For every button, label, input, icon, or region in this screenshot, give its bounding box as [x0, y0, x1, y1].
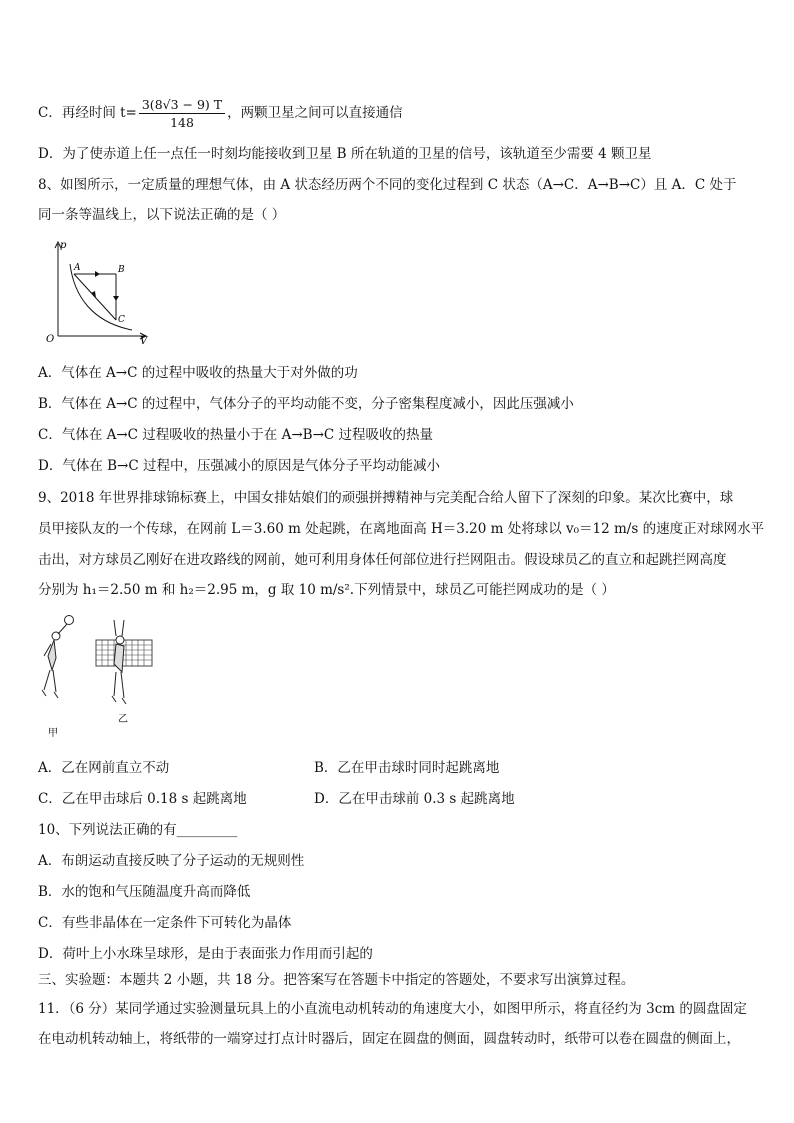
q8-stem-line-1: 8、如图所示，一定质量的理想气体，由 A 状态经历两个不同的变化过程到 C 状态（A→C．A→B→C）且 A．C 处于 — [38, 177, 737, 193]
q9-stem-line-2: 员甲接队友的一个传球，在网前 L＝3.60 m 处起跳，在离地面高 H＝3.20 m 处将球以 v₀＝12 m/s 的速度正对球网水平 — [38, 521, 765, 537]
q9-option-b: B．乙在甲击球时同时起跳离地 — [314, 760, 500, 776]
q9-stem-line-3: 击出，对方球员乙刚好在进攻路线的网前，她可利用身体任何部位进行拦网阻击。假设球员乙的直立和起跳拦网高度 — [38, 552, 727, 568]
player-yi — [112, 620, 126, 704]
arrow-a-b — [95, 271, 100, 277]
volleyball-net — [96, 640, 152, 666]
q7-c-fraction — [139, 96, 225, 131]
q7-c-denominator: 148 — [170, 115, 194, 130]
q8-option-c: C．气体在 A→C 过程吸收的热量小于在 A→B→C 过程吸收的热量 — [38, 427, 434, 443]
arrow-a-c — [91, 291, 96, 298]
q8-option-b: B．气体在 A→C 的过程中，气体分子的平均动能不变，分子密集程度减小，因此压强减小 — [38, 396, 574, 412]
q10-option-b: B．水的饱和气压随温度升高而降低 — [38, 884, 251, 900]
q7-c-suffix: ，两颗卫星之间可以直接通信 — [227, 105, 403, 121]
q9-option-d: D．乙在甲击球前 0.3 s 起跳离地 — [314, 791, 515, 807]
q8-option-d: D．气体在 B→C 过程中，压强减小的原因是气体分子平均动能减小 — [38, 458, 440, 474]
label-a: A — [74, 263, 81, 273]
q8-option-a: A．气体在 A→C 的过程中吸收的热量大于对外做的功 — [38, 365, 358, 381]
label-p: p — [60, 240, 67, 251]
q10-option-c: C．有些非晶体在一定条件下可转化为晶体 — [38, 915, 292, 931]
player-yi-head — [116, 636, 124, 644]
label-yi: 乙 — [118, 714, 128, 725]
q10-option-a: A．布朗运动直接反映了分子运动的无规则性 — [38, 853, 305, 869]
q9-option-c: C．乙在甲击球后 0.18 s 起跳离地 — [38, 791, 247, 807]
q7-option-c — [38, 96, 403, 131]
pv-diagram — [40, 236, 160, 344]
label-o: O — [46, 334, 55, 344]
q7-c-numerator: 3(8√3 − 9) T — [139, 96, 225, 114]
section-3-heading: 三、实验题：本题共 2 小题，共 18 分。把答案写在答题卡中指定的答题处，不要求写出演算过程。 — [38, 972, 635, 988]
q11-line-1: 11．（6 分）某同学通过实验测量玩具上的小直流电动机转动的角速度大小，如图甲所示，将直径约为 3cm 的圆盘固定 — [38, 1001, 747, 1017]
volleyball-figure — [34, 610, 164, 740]
q8-stem-line-2: 同一条等温线上，以下说法正确的是（ ） — [38, 207, 286, 223]
q10-stem: 10、下列说法正确的有_________ — [38, 822, 238, 838]
arrow-b-c — [113, 296, 119, 301]
q10-option-d: D．荷叶上小水珠呈球形，是由于表面张力作用而引起的 — [38, 946, 373, 962]
label-c: C — [118, 315, 125, 325]
q9-stem-line-4: 分别为 h₁＝2.50 m 和 h₂＝2.95 m，g 取 10 m/s².下列情景中，球员乙可能拦网成功的是（ ） — [38, 582, 615, 598]
q9-option-a: A．乙在网前直立不动 — [38, 760, 170, 776]
label-jia: 甲 — [48, 728, 58, 739]
q9-stem-line-1: 9、2018 年世界排球锦标赛上，中国女排姑娘们的顽强拼搏精神与完美配合给人留下了深刻的印象。某次比赛中，球 — [38, 490, 734, 506]
q7-option-d: D．为了使赤道上任一点任一时刻均能接收到卫星 B 所在轨道的卫星的信号，该轨道至少需要 4 颗卫星 — [38, 146, 652, 162]
player-jia — [42, 616, 74, 699]
label-v: V — [140, 336, 148, 344]
q7-c-prefix: C．再经时间 t= — [38, 105, 137, 121]
q11-line-2: 在电动机转动轴上，将纸带的一端穿过打点计时器后，固定在圆盘的侧面，圆盘转动时，纸带可以卷在圆盘的侧面上， — [38, 1031, 740, 1047]
label-b: B — [118, 265, 125, 275]
volleyball — [65, 616, 74, 625]
